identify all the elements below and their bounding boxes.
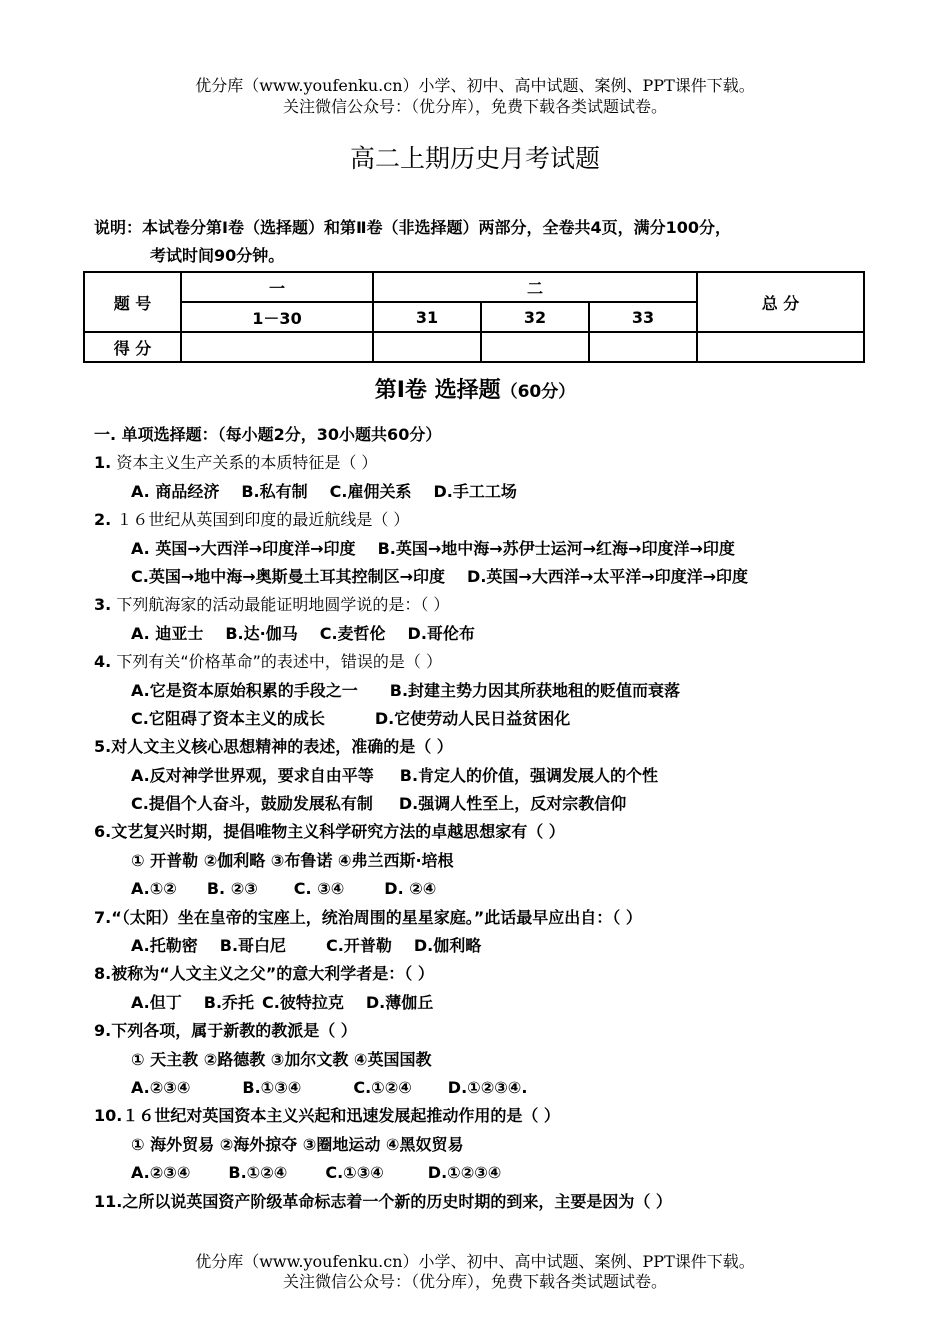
part-heading-label: 一. 单项选择题 (94, 425, 202, 444)
option-c[interactable]: C.麦哲伦 (319, 623, 386, 643)
section-title (0, 376, 950, 407)
instructions-line-1: 说明：本试卷分第Ⅰ卷（选择题）和第Ⅱ卷（非选择题）两部分，全卷共4页，满分100分， (94, 218, 732, 237)
option-a[interactable]: A. 迪亚士 (131, 623, 204, 643)
items-q10 (94, 1131, 884, 1159)
option-d[interactable]: D.伽利略 (413, 936, 482, 956)
question-number: 1. (94, 453, 112, 473)
option-c[interactable]: C.提倡个人奋斗，鼓励发展私有制 (131, 794, 373, 814)
option-a[interactable]: A.但丁 (131, 992, 182, 1012)
sub-header-1-30: 1－30 (181, 302, 373, 332)
question-items: ① 海外贸易 ②海外掠夺 ③圈地运动 ④黑奴贸易 (131, 1134, 464, 1154)
question-text: 下列有关“价格革命”的表述中，错误的是（ ） (116, 652, 442, 672)
option-b[interactable]: B.哥白尼 (219, 936, 287, 956)
options-q1 (94, 478, 884, 506)
score-cell-total[interactable] (697, 332, 864, 362)
question-text: 下列各项，属于新教的教派是（ ） (111, 1021, 357, 1041)
question-10 (94, 1102, 884, 1130)
sub-header-32: 32 (481, 302, 589, 332)
instructions-line-2: 考试时间90分钟。 (150, 246, 285, 265)
options-q5-row1 (94, 762, 884, 790)
question-text: 资本主义生产关系的本质特征是（ ） (116, 453, 378, 473)
options-q2-row1 (94, 535, 884, 563)
question-number: 10. (94, 1106, 123, 1126)
options-q2-row2 (94, 563, 884, 591)
row-label-question-number: 题 号 (84, 272, 181, 332)
score-cell-31[interactable] (373, 332, 481, 362)
question-8 (94, 960, 884, 988)
header-line-1: 优分库（www.youfenku.cn）小学、初中、高中试题、案例、PPT课件下载。 (195, 76, 755, 95)
option-a[interactable]: A.②③④ (131, 1077, 191, 1097)
option-d[interactable]: D.哥伦布 (407, 623, 475, 643)
exam-title: 高二上期历史月考试题 (349, 144, 600, 173)
option-a[interactable]: A.反对神学世界观，要求自由平等 (131, 765, 374, 785)
row-label-score: 得 分 (84, 332, 181, 362)
question-text: １６世纪对英国资本主义兴起和迅速发展起推动作用的是（ ） (122, 1106, 560, 1126)
option-b[interactable]: B.①②④ (228, 1163, 288, 1183)
option-c[interactable]: C. ③④ (293, 879, 345, 899)
option-a[interactable]: A.②③④ (131, 1163, 191, 1183)
part-heading (94, 421, 884, 449)
question-number: 2. (94, 510, 112, 530)
option-b[interactable]: B.①③④ (242, 1077, 302, 1097)
option-d[interactable]: D.英国→大西洋→太平洋→印度洋→印度 (467, 566, 749, 586)
option-d[interactable]: D.薄伽丘 (365, 992, 434, 1012)
score-cell-32[interactable] (481, 332, 589, 362)
question-number: 11. (94, 1191, 123, 1211)
options-q8 (94, 989, 884, 1017)
footer-line-1: 优分库（www.youfenku.cn）小学、初中、高中试题、案例、PPT课件下载。 (195, 1252, 755, 1271)
header-part-1: 一 (181, 272, 373, 302)
header-part-2: 二 (373, 272, 697, 302)
option-c[interactable]: C.它阻碍了资本主义的成长 (131, 708, 325, 728)
option-b[interactable]: B.私有制 (241, 481, 308, 501)
question-number: 4. (94, 652, 112, 672)
options-q5-row2 (94, 790, 884, 818)
score-cell-1[interactable] (181, 332, 373, 362)
option-c[interactable]: C.彼特拉克 (262, 992, 344, 1012)
question-items: ① 天主教 ②路德教 ③加尔文教 ④英国国教 (131, 1049, 432, 1069)
sub-header-31: 31 (373, 302, 481, 332)
score-cell-33[interactable] (589, 332, 697, 362)
option-c[interactable]: C.①③④ (325, 1163, 384, 1183)
question-number: 5. (94, 737, 112, 757)
option-a[interactable]: A. 商品经济 (131, 481, 220, 501)
question-text: 文艺复兴时期，提倡唯物主义科学研究方法的卓越思想家有（ ） (111, 822, 565, 842)
question-text: 下列航海家的活动最能证明地圆学说的是：（ ） (116, 595, 450, 615)
sub-header-33: 33 (589, 302, 697, 332)
option-d[interactable]: D.强调人性至上，反对宗教信仰 (398, 794, 627, 814)
question-9 (94, 1017, 884, 1045)
question-text: 被称为“人文主义之父”的意大利学者是：（ ） (111, 964, 434, 984)
exam-instructions (94, 214, 874, 270)
question-3 (94, 591, 884, 619)
score-table (83, 271, 865, 363)
option-d[interactable]: D.①②③④. (447, 1077, 528, 1097)
option-a[interactable]: A.它是资本原始积累的手段之一 (131, 680, 358, 700)
question-items: ① 开普勒 ②伽利略 ③布鲁诺 ④弗兰西斯·培根 (131, 850, 454, 870)
option-d[interactable]: D.它使劳动人民日益贫困化 (374, 708, 571, 728)
option-d[interactable]: D. ②④ (384, 879, 437, 899)
question-5 (94, 733, 884, 761)
question-4 (94, 648, 884, 676)
question-list (94, 421, 884, 1216)
option-d[interactable]: D.手工工场 (433, 481, 517, 501)
option-a[interactable]: A. 英国→大西洋→印度洋→印度 (131, 538, 356, 558)
header-line-2: 关注微信公众号：（优分库），免费下载各类试题试卷。 (282, 97, 667, 116)
header-total: 总 分 (697, 272, 864, 332)
items-q9 (94, 1046, 884, 1074)
question-text: 之所以说英国资产阶级革命标志着一个新的历史时期的到来，主要是因为（ ） (122, 1191, 672, 1211)
items-q6 (94, 847, 884, 875)
option-c[interactable]: C.英国→地中海→奥斯曼土耳其控制区→印度 (131, 566, 446, 586)
question-text: “（太阳）坐在皇帝的宝座上，统治周围的星星家庭。”此话最早应出自：（ ） (111, 907, 642, 927)
question-6 (94, 818, 884, 846)
question-number: 8. (94, 964, 112, 984)
question-2 (94, 506, 884, 534)
question-text: １６世纪从英国到印度的最近航线是（ ） (116, 510, 410, 530)
question-7 (94, 904, 884, 932)
option-c[interactable]: C.①②④ (353, 1077, 412, 1097)
options-q7 (94, 932, 884, 960)
option-c[interactable]: C.开普勒 (326, 936, 392, 956)
options-q9 (94, 1074, 884, 1102)
option-a[interactable]: A.托勒密 (131, 936, 198, 956)
option-b[interactable]: B. ②③ (206, 879, 258, 899)
options-q3 (94, 620, 884, 648)
option-b[interactable]: B.肯定人的价值，强调发展人的个性 (399, 765, 659, 785)
option-b[interactable]: B.达·伽马 (225, 623, 298, 643)
question-1 (94, 449, 884, 477)
question-11 (94, 1188, 884, 1216)
option-b[interactable]: B.英国→地中海→苏伊士运河→红海→印度洋→印度 (377, 538, 735, 558)
question-number: 9. (94, 1021, 112, 1041)
question-text: 对人文主义核心思想精神的表述，准确的是（ ） (111, 737, 453, 757)
footer-line-2: 关注微信公众号：（优分库），免费下载各类试题试卷。 (282, 1272, 667, 1291)
options-q4-row2 (94, 705, 884, 733)
question-number: 3. (94, 595, 112, 615)
options-q10 (94, 1159, 884, 1187)
options-q4-row1 (94, 677, 884, 705)
section-points: （60分） (500, 382, 576, 402)
question-number: 6. (94, 822, 112, 842)
option-c[interactable]: C.雇佣关系 (329, 481, 412, 501)
section-title-text: 第Ⅰ卷 选择题 (374, 378, 501, 403)
option-b[interactable]: B.乔托 (203, 992, 255, 1012)
option-a[interactable]: A.①② (131, 879, 177, 899)
part-heading-desc: ：（每小题2分，30小题共60分） (201, 425, 442, 444)
question-number: 7. (94, 907, 112, 927)
option-b[interactable]: B.封建主势力因其所获地租的贬值而衰落 (389, 680, 681, 700)
options-q6 (94, 875, 884, 903)
option-d[interactable]: D.①②③④ (427, 1163, 502, 1183)
